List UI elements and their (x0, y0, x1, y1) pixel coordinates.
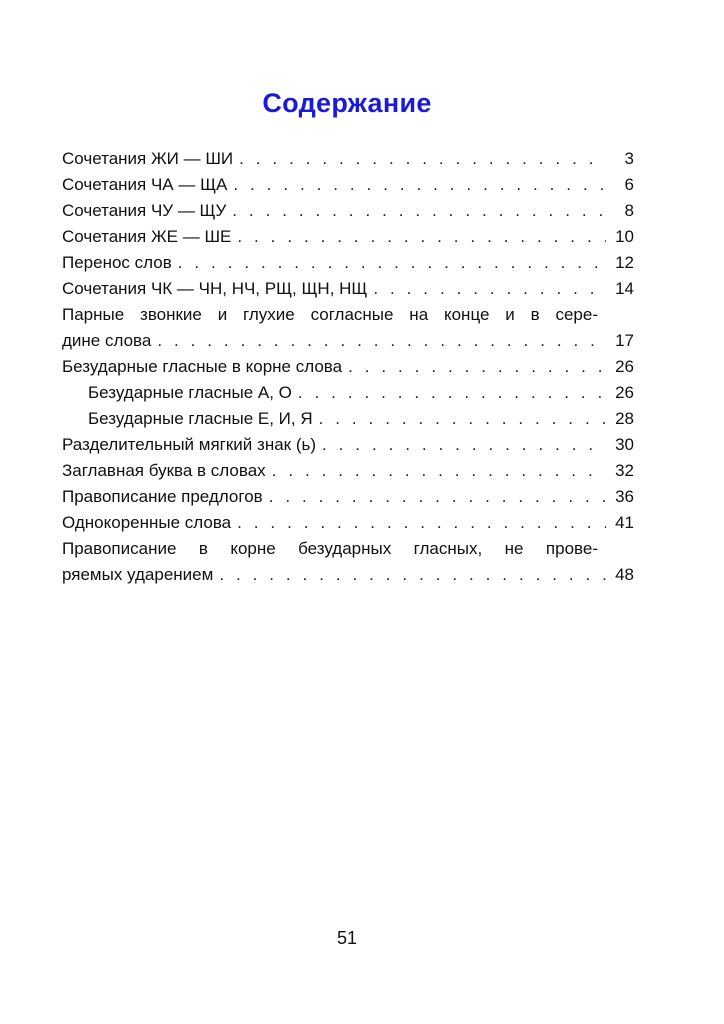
toc-entry-label: Перенос слов (62, 253, 172, 272)
toc-entry-label: Сочетания ЧУ — ЩУ (62, 201, 227, 220)
toc-entry[interactable] (62, 328, 634, 354)
toc-entry[interactable] (62, 276, 634, 302)
toc-entry-page: 17 (615, 331, 634, 350)
toc-entry-page: 8 (624, 201, 634, 220)
toc-subentry[interactable] (62, 380, 634, 406)
page-title: Содержание (262, 88, 432, 118)
toc-entry-page: 26 (615, 357, 634, 376)
dot-leader (373, 276, 606, 302)
toc-entry[interactable] (62, 458, 634, 484)
toc-entry-page: 48 (615, 565, 634, 584)
table-of-contents (62, 146, 634, 588)
toc-entry-page: 3 (624, 149, 634, 168)
dot-leader (319, 406, 606, 432)
toc-entry[interactable] (62, 250, 634, 276)
toc-entry-page: 30 (615, 435, 634, 454)
dot-leader (348, 354, 606, 380)
dot-leader (178, 250, 606, 276)
toc-entry-page: 32 (615, 461, 634, 480)
toc-entry-label: Однокоренные слова (62, 513, 232, 532)
toc-entry[interactable] (62, 172, 634, 198)
toc-entry[interactable] (62, 562, 634, 588)
toc-entry-page: 14 (615, 279, 634, 298)
dot-leader (237, 224, 606, 250)
toc-entry-page: 28 (615, 409, 634, 428)
toc-entry-label: Безударные гласные Е, И, Я (88, 409, 313, 428)
toc-entry-label: Сочетания ЖИ — ШИ (62, 149, 234, 168)
toc-entry-label: Сочетания ЖЕ — ШЕ (62, 227, 232, 246)
toc-entry[interactable] (62, 146, 634, 172)
dot-leader (322, 432, 606, 458)
toc-entry[interactable] (62, 354, 634, 380)
toc-entry-label: Правописание предлогов (62, 487, 263, 506)
toc-entry-label-line1[interactable]: Правописание в корне безударных гласных, не прове- (62, 539, 598, 558)
toc-entry-page: 41 (615, 513, 634, 532)
toc-entry-page: 36 (615, 487, 634, 506)
dot-leader (298, 380, 606, 406)
toc-entry[interactable] (62, 510, 634, 536)
toc-entry-label: дине слова (62, 331, 152, 350)
dot-leader (237, 510, 606, 536)
toc-entry[interactable] (62, 224, 634, 250)
toc-entry-label: Безударные гласные в корне слова (62, 357, 343, 376)
toc-entry-label-line1[interactable]: Парные звонкие и глухие согласные на конце и в сере- (62, 305, 598, 324)
dot-leader (233, 172, 606, 198)
toc-entry-page: 12 (615, 253, 634, 272)
toc-subentry[interactable] (62, 406, 634, 432)
dot-leader (232, 198, 606, 224)
toc-entry-page: 10 (615, 227, 634, 246)
dot-leader (239, 146, 606, 172)
toc-entry-label: Сочетания ЧА — ЩА (62, 175, 228, 194)
page-number: 51 (336, 928, 358, 948)
toc-entry-page: 6 (624, 175, 634, 194)
toc-entry-label: Безударные гласные А, О (88, 383, 292, 402)
toc-entry-page: 26 (615, 383, 634, 402)
dot-leader (269, 484, 606, 510)
toc-entry[interactable] (62, 432, 634, 458)
toc-entry[interactable] (62, 484, 634, 510)
toc-entry[interactable] (62, 198, 634, 224)
toc-entry-label: Разделительный мягкий знак (ь) (62, 435, 316, 454)
dot-leader (157, 328, 606, 354)
toc-entry-label: Сочетания ЧК — ЧН, НЧ, РЩ, ЩН, НЩ (62, 279, 368, 298)
toc-entry-label: Заглавная буква в словах (62, 461, 266, 480)
dot-leader (219, 562, 606, 588)
toc-entry-label: ряемых ударением (62, 565, 214, 584)
dot-leader (272, 458, 606, 484)
